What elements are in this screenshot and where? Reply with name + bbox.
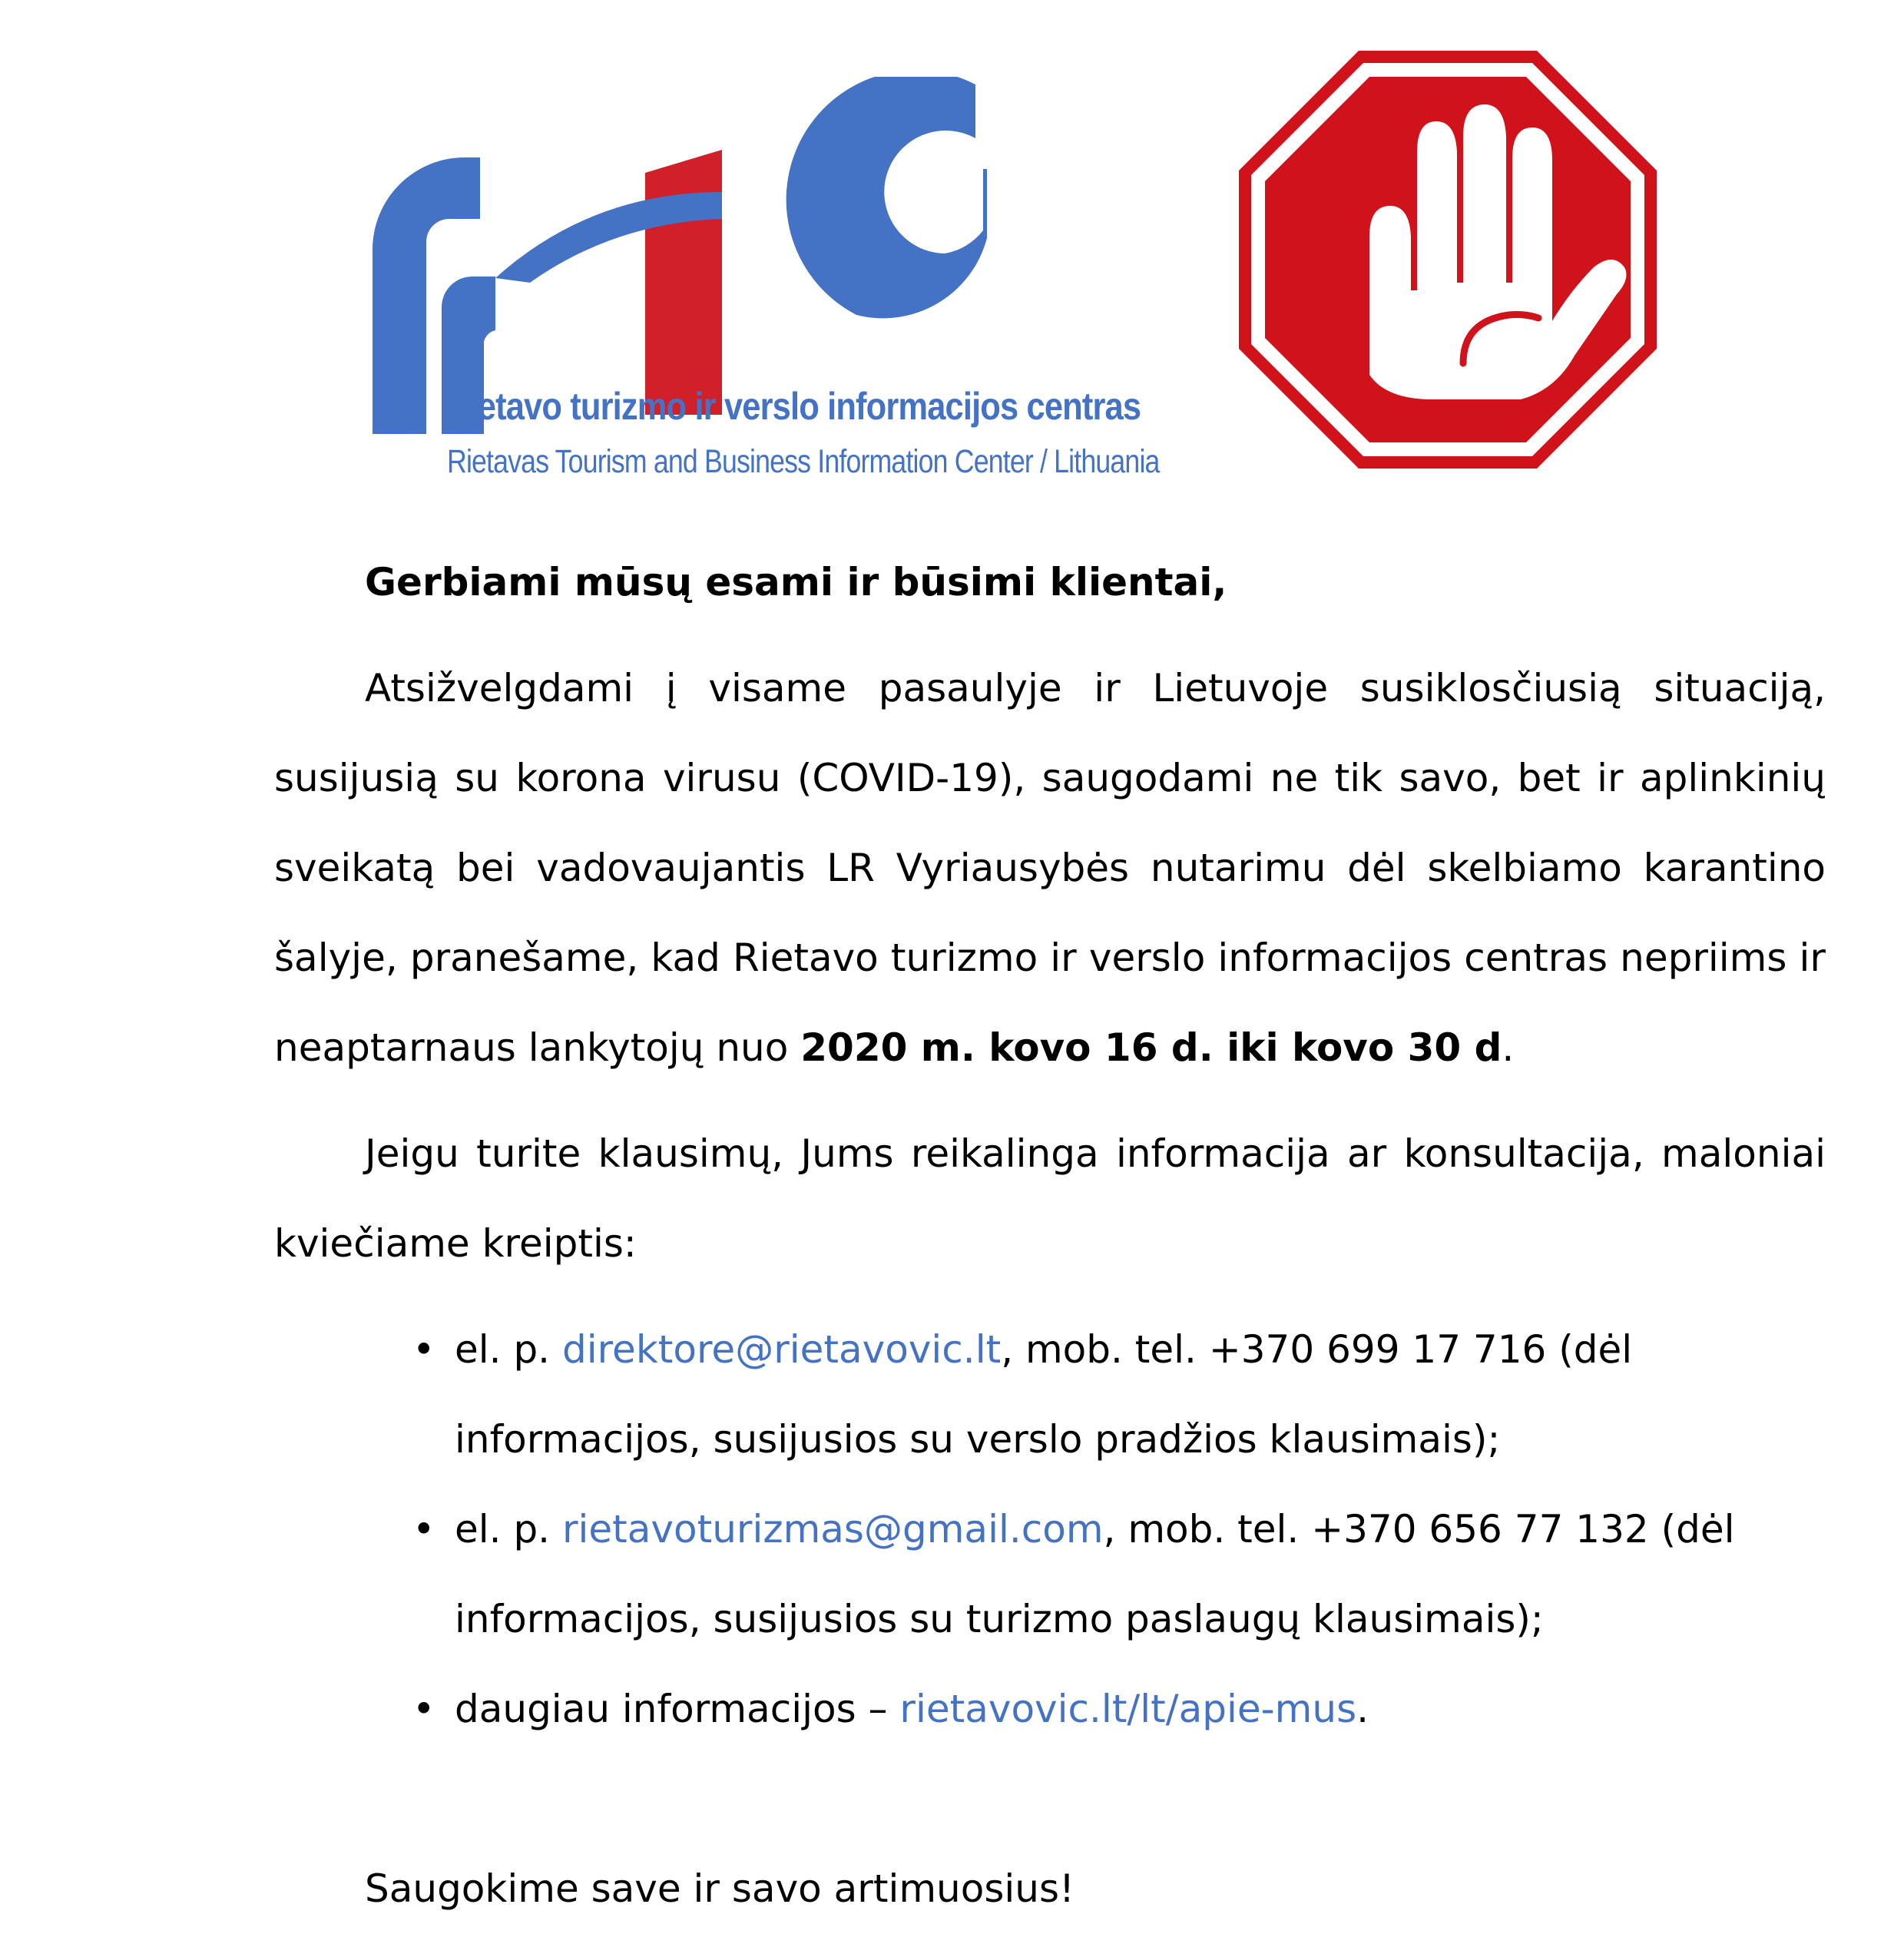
closure-dates: 2020 m. kovo 16 d. iki kovo 30 d bbox=[800, 1025, 1502, 1070]
paragraph-contact-invite: Jeigu turite klausimų, Jums reikalinga informacija ar konsultacija, maloniai kviečiame kreiptis: bbox=[274, 1131, 1826, 1266]
contact-list bbox=[274, 1305, 1826, 1754]
letter-body bbox=[274, 538, 1826, 1934]
contact-details: , mob. tel. +370 699 17 716 (dėl informacijos, susijusios su verslo pradžios klausimais); bbox=[455, 1327, 1633, 1462]
list-item bbox=[412, 1485, 1826, 1664]
list-item bbox=[412, 1664, 1826, 1754]
greeting: Gerbiami mūsų esami ir būsimi klientai, bbox=[365, 560, 1227, 604]
closure-notice-text: Atsižvelgdami į visame pasaulyje ir Lietuvoje susiklosčiusią situaciją, susijusią su korona virusu (COVID-19), saugodami ne tik savo, bet ir aplinkinių sveikatą bei vadovaujantis LR Vyriausybės nutarimu dėl skelbiamo karantino šalyje, pranešame, kad Rietavo turizmo ir verslo informacijos centras nepriims ir neaptarnaus lankytojų nuo bbox=[274, 666, 1826, 1070]
closure-notice-end: . bbox=[1502, 1025, 1515, 1070]
contact-prefix: daugiau informacijos – bbox=[455, 1687, 900, 1731]
logo-name-lt: Rietavo turizmo ir verslo informacijos centras bbox=[445, 385, 1141, 428]
stop-hand-icon bbox=[1233, 45, 1663, 475]
bullet-icon: • bbox=[412, 1327, 435, 1372]
contact-prefix: el. p. bbox=[455, 1327, 562, 1372]
bullet-icon: • bbox=[412, 1687, 435, 1731]
rvic-logo bbox=[361, 77, 1190, 492]
paragraph-closure-notice bbox=[274, 644, 1826, 1093]
contact-prefix: el. p. bbox=[455, 1507, 562, 1552]
contact-details: . bbox=[1356, 1687, 1369, 1731]
email-link-director[interactable]: direktore@rietavovic.lt bbox=[561, 1327, 1002, 1372]
logo-name-en: Rietavas Tourism and Business Information Center / Lithuania bbox=[447, 443, 1160, 480]
closing-line: Saugokime save ir savo artimuosius! bbox=[365, 1866, 1075, 1911]
contact-details: , mob. tel. +370 656 77 132 (dėl informacijos, susijusios su turizmo paslaugų klausimais); bbox=[455, 1507, 1735, 1641]
website-link[interactable]: rietavovic.lt/lt/apie-mus bbox=[899, 1687, 1357, 1731]
bullet-icon: • bbox=[412, 1507, 435, 1552]
rvic-logo-mark bbox=[361, 77, 1190, 492]
email-link-tourism[interactable]: rietavoturizmas@gmail.com bbox=[561, 1507, 1104, 1552]
list-item bbox=[412, 1305, 1826, 1485]
